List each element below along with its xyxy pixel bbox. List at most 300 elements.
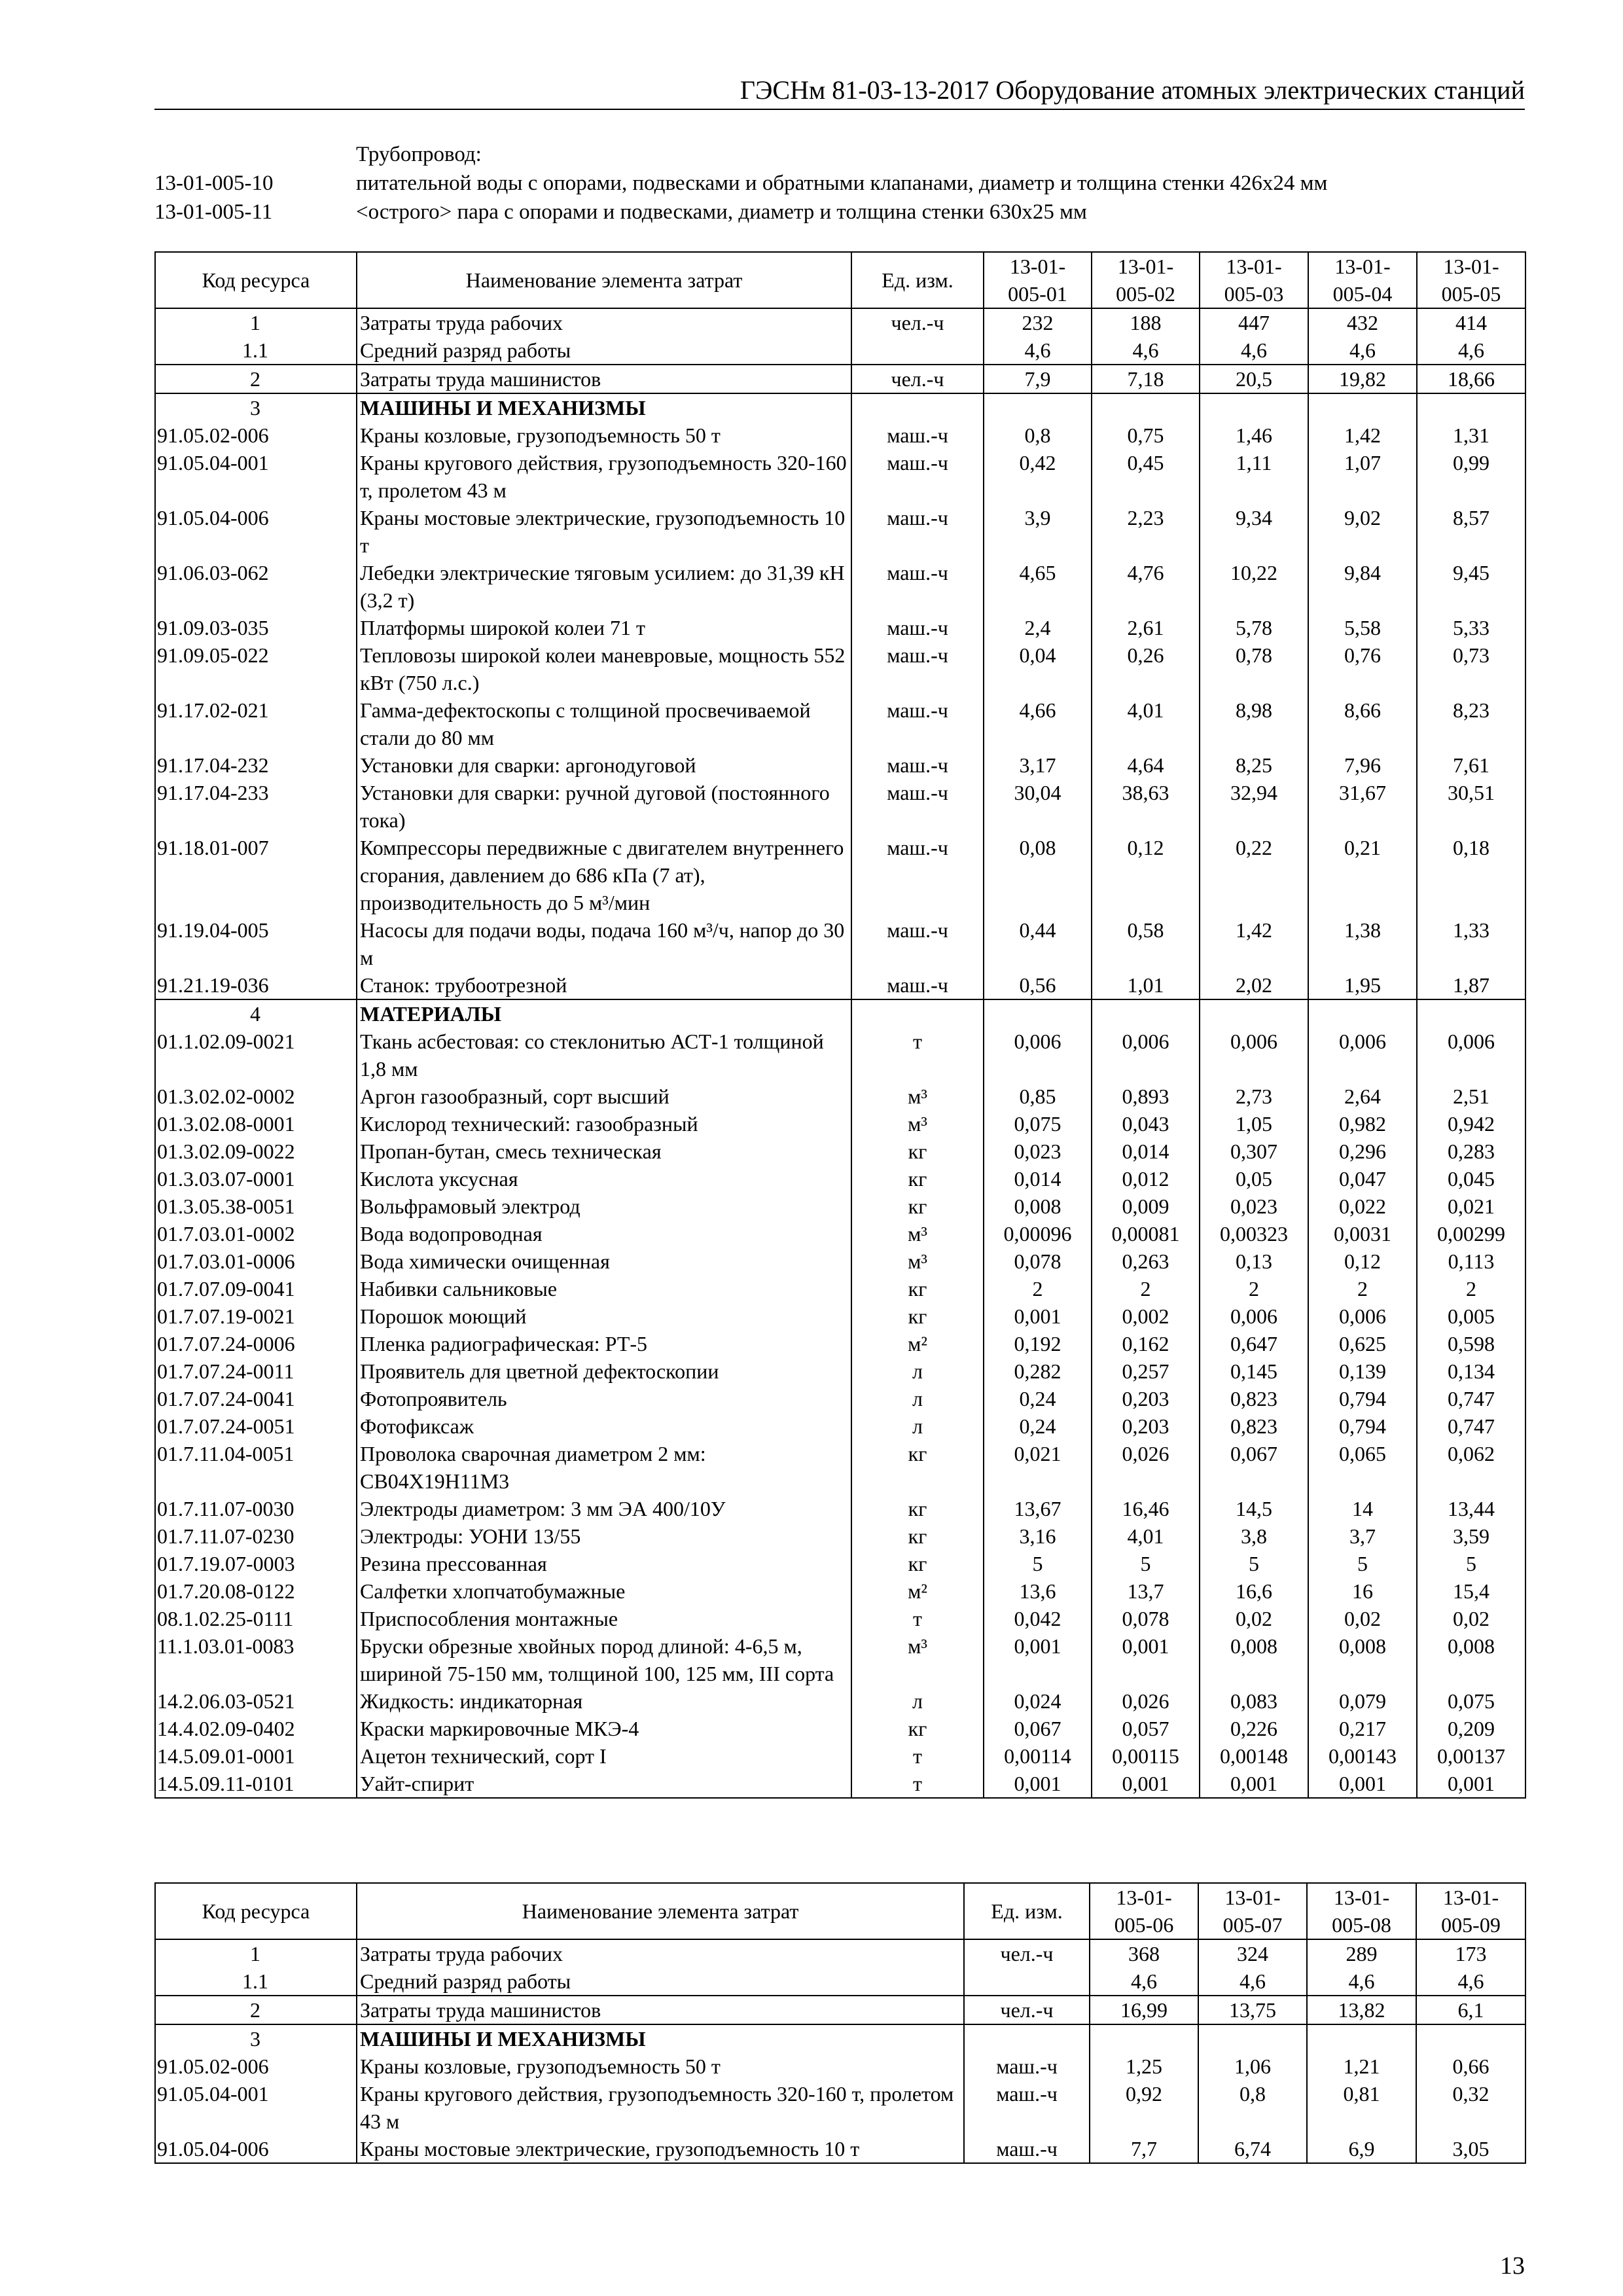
resource-value: 0,001: [984, 1302, 1092, 1330]
resource-value: 0,45: [1092, 449, 1200, 504]
resource-name: Кислота уксусная: [357, 1165, 851, 1193]
resource-value: 9,02: [1308, 504, 1417, 559]
table-row: [155, 1687, 1525, 1715]
intro-item-code: 13-01-005-10: [154, 171, 274, 195]
header-col: 13-01- 005-02: [1092, 252, 1200, 308]
resource-value: 1,06: [1198, 2053, 1307, 2080]
table-row: [155, 1715, 1525, 1742]
resource-code: 14.5.09.01-0001: [155, 1742, 357, 1770]
intro-item: [154, 169, 1525, 198]
resource-code: 91.21.19-036: [155, 971, 357, 999]
header-name: Наименование элемента затрат: [357, 1883, 964, 1939]
resource-value: 0,00143: [1308, 1742, 1417, 1770]
resource-unit: кг: [851, 1440, 984, 1495]
resource-value: 0,13: [1200, 1247, 1308, 1275]
resource-value: 0,162: [1092, 1330, 1200, 1357]
resource-value: 0,44: [984, 916, 1092, 971]
resource-value: 2: [1417, 1275, 1525, 1302]
resource-code: 91.18.01-007: [155, 834, 357, 916]
resource-code: 01.7.07.19-0021: [155, 1302, 357, 1330]
resource-value: 7,18: [1092, 365, 1200, 393]
resource-value: 0,00137: [1417, 1742, 1525, 1770]
resource-name: Приспособления монтажные: [357, 1605, 851, 1632]
resource-code: 01.7.03.01-0006: [155, 1247, 357, 1275]
resource-name: Салфетки хлопчатобумажные: [357, 1577, 851, 1605]
resource-value: 0,78: [1200, 641, 1308, 696]
resource-value: [1200, 999, 1308, 1028]
resource-value: 4,6: [1092, 336, 1200, 365]
resource-value: 6,9: [1307, 2135, 1416, 2163]
table-row: [155, 1357, 1525, 1385]
resource-value: 0,001: [984, 1632, 1092, 1687]
resource-value: 13,75: [1198, 1996, 1307, 2024]
table-row: [155, 614, 1525, 641]
resource-value: 0,747: [1417, 1385, 1525, 1412]
resource-unit: м³: [851, 1083, 984, 1110]
resource-unit: м³: [851, 1110, 984, 1138]
resource-unit: маш.-ч: [851, 559, 984, 614]
resource-value: 0,982: [1308, 1110, 1417, 1138]
resource-value: 8,98: [1200, 696, 1308, 751]
resource-name: Проявитель для цветной дефектоскопии: [357, 1357, 851, 1385]
resource-name: МАШИНЫ И МЕХАНИЗМЫ: [357, 2024, 964, 2053]
resource-value: 4,66: [984, 696, 1092, 751]
resource-value: 2,4: [984, 614, 1092, 641]
table-row: [155, 559, 1525, 614]
header-col: 13-01- 005-04: [1308, 252, 1417, 308]
resource-value: 4,6: [984, 336, 1092, 365]
resource-value: 4,01: [1092, 696, 1200, 751]
resource-value: 0,92: [1090, 2080, 1198, 2135]
resource-value: 1,25: [1090, 2053, 1198, 2080]
resource-value: 0,257: [1092, 1357, 1200, 1385]
resource-value: 0,005: [1417, 1302, 1525, 1330]
resource-value: 0,00323: [1200, 1220, 1308, 1247]
resource-value: 0,078: [984, 1247, 1092, 1275]
resource-value: 0,022: [1308, 1193, 1417, 1220]
resource-name: Электроды диаметром: 3 мм ЭА 400/10У: [357, 1495, 851, 1522]
resource-value: 2: [1308, 1275, 1417, 1302]
resource-code: 01.7.11.07-0230: [155, 1522, 357, 1550]
resource-value: 0,006: [1200, 1028, 1308, 1083]
resource-value: 0,042: [984, 1605, 1092, 1632]
resource-value: 1,38: [1308, 916, 1417, 971]
resource-value: [984, 393, 1092, 422]
resource-value: 0,00081: [1092, 1220, 1200, 1247]
table-header-row: [155, 1883, 1525, 1939]
resource-code: 91.05.04-006: [155, 2135, 357, 2163]
resource-name: Фотофиксаж: [357, 1412, 851, 1440]
header-col: 13-01- 005-01: [984, 252, 1092, 308]
resource-value: 0,747: [1417, 1412, 1525, 1440]
resource-value: 0,00148: [1200, 1742, 1308, 1770]
resource-code: 91.17.02-021: [155, 696, 357, 751]
table-row: [155, 1138, 1525, 1165]
resource-code: 01.7.11.07-0030: [155, 1495, 357, 1522]
resource-unit: т: [851, 1742, 984, 1770]
resource-name: Краны кругового действия, грузоподъемность 320-160 т, пролетом 43 м: [357, 2080, 964, 2135]
resource-value: 0,057: [1092, 1715, 1200, 1742]
resource-value: 30,04: [984, 779, 1092, 834]
resource-code: 91.09.05-022: [155, 641, 357, 696]
resource-value: 1,31: [1417, 422, 1525, 449]
resource-value: 0,024: [984, 1687, 1092, 1715]
resource-value: 8,25: [1200, 751, 1308, 779]
resource-value: 0,192: [984, 1330, 1092, 1357]
resource-unit: маш.-ч: [851, 834, 984, 916]
resource-value: 3,8: [1200, 1522, 1308, 1550]
header-divider: [154, 109, 1525, 110]
resource-value: [1308, 999, 1417, 1028]
resource-value: 3,9: [984, 504, 1092, 559]
resource-unit: маш.-ч: [851, 916, 984, 971]
resource-name: Краски маркировочные МКЭ-4: [357, 1715, 851, 1742]
resource-unit: маш.-ч: [851, 641, 984, 696]
resource-name: МАШИНЫ И МЕХАНИЗМЫ: [357, 393, 851, 422]
resource-code: 2: [155, 1996, 357, 2024]
resource-unit: [851, 999, 984, 1028]
resource-value: 0,282: [984, 1357, 1092, 1385]
resource-value: 4,6: [1198, 1967, 1307, 1996]
resource-value: 0,001: [1200, 1770, 1308, 1798]
resource-name: Вода водопроводная: [357, 1220, 851, 1247]
resource-code: 91.19.04-005: [155, 916, 357, 971]
intro-item-code: 13-01-005-11: [154, 200, 273, 224]
resource-code: 91.05.04-001: [155, 2080, 357, 2135]
resource-value: 5: [1092, 1550, 1200, 1577]
table-row: [155, 422, 1525, 449]
resource-value: 0,014: [984, 1165, 1092, 1193]
resource-value: 14: [1308, 1495, 1417, 1522]
table-row: [155, 1412, 1525, 1440]
resource-name: Лебедки электрические тяговым усилием: до 31,39 кН (3,2 т): [357, 559, 851, 614]
resource-unit: кг: [851, 1193, 984, 1220]
resource-value: 324: [1198, 1939, 1307, 1967]
header-col: 13-01- 005-05: [1417, 252, 1525, 308]
resource-value: 0,00096: [984, 1220, 1092, 1247]
resource-unit: кг: [851, 1302, 984, 1330]
resource-unit: маш.-ч: [851, 751, 984, 779]
resource-value: [1198, 2024, 1307, 2053]
resource-value: 10,22: [1200, 559, 1308, 614]
resource-value: 5: [1308, 1550, 1417, 1577]
resource-table-2: [154, 1882, 1526, 2164]
resource-value: 3,16: [984, 1522, 1092, 1550]
resource-value: 188: [1092, 308, 1200, 336]
header-col: 13-01- 005-09: [1416, 1883, 1525, 1939]
resource-unit: кг: [851, 1550, 984, 1577]
resource-value: 0,079: [1308, 1687, 1417, 1715]
resource-value: 16,99: [1090, 1996, 1198, 2024]
resource-value: [1092, 999, 1200, 1028]
resource-unit: м³: [851, 1220, 984, 1247]
resource-unit: т: [851, 1028, 984, 1083]
resource-value: 432: [1308, 308, 1417, 336]
resource-value: 0,823: [1200, 1385, 1308, 1412]
resource-value: 0,8: [1198, 2080, 1307, 2135]
resource-value: 2,73: [1200, 1083, 1308, 1110]
resource-value: 4,65: [984, 559, 1092, 614]
resource-code: 1.1: [155, 336, 357, 365]
table-row: [155, 365, 1525, 393]
resource-unit: кг: [851, 1522, 984, 1550]
intro-heading-row: [154, 140, 1525, 169]
intro-heading: Трубопровод:: [356, 143, 482, 166]
resource-code: 01.3.02.08-0001: [155, 1110, 357, 1138]
resource-unit: м³: [851, 1247, 984, 1275]
resource-code: 01.3.02.02-0002: [155, 1083, 357, 1110]
resource-value: 4,6: [1308, 336, 1417, 365]
resource-value: 1,05: [1200, 1110, 1308, 1138]
resource-value: 447: [1200, 308, 1308, 336]
resource-unit: л: [851, 1412, 984, 1440]
table-row: [155, 1939, 1525, 1967]
resource-name: Ткань асбестовая: со стеклонитью АСТ-1 толщиной 1,8 мм: [357, 1028, 851, 1083]
resource-value: 0,008: [984, 1193, 1092, 1220]
resource-value: 0,203: [1092, 1412, 1200, 1440]
header-code: Код ресурса: [155, 252, 357, 308]
header-col: 13-01- 005-03: [1200, 252, 1308, 308]
resource-value: 4,01: [1092, 1522, 1200, 1550]
resource-name: Бруски обрезные хвойных пород длиной: 4-6,5 м, шириной 75-150 мм, толщиной 100, 125 мм, III сорта: [357, 1632, 851, 1687]
resource-name: Кислород технический: газообразный: [357, 1110, 851, 1138]
resource-value: 0,32: [1416, 2080, 1525, 2135]
resource-code: 91.05.04-006: [155, 504, 357, 559]
resource-value: 6,74: [1198, 2135, 1307, 2163]
resource-value: 9,34: [1200, 504, 1308, 559]
intro-block: [154, 140, 1525, 226]
table-row: [155, 1495, 1525, 1522]
resource-unit: кг: [851, 1165, 984, 1193]
resource-value: 15,4: [1417, 1577, 1525, 1605]
resource-value: 2: [1092, 1275, 1200, 1302]
resource-code: 01.7.07.09-0041: [155, 1275, 357, 1302]
table-row: [155, 2135, 1525, 2163]
resource-value: 0,08: [984, 834, 1092, 916]
resource-value: 4,6: [1307, 1967, 1416, 1996]
resource-value: 0,078: [1092, 1605, 1200, 1632]
resource-value: 0,134: [1417, 1357, 1525, 1385]
resource-code: 91.05.02-006: [155, 2053, 357, 2080]
resource-value: 0,05: [1200, 1165, 1308, 1193]
section-row: [155, 2024, 1525, 2053]
resource-code: 91.06.03-062: [155, 559, 357, 614]
resource-value: 3,59: [1417, 1522, 1525, 1550]
resource-value: 4,6: [1416, 1967, 1525, 1996]
resource-value: 0,42: [984, 449, 1092, 504]
resource-unit: кг: [851, 1275, 984, 1302]
resource-code: 14.2.06.03-0521: [155, 1687, 357, 1715]
resource-value: 7,7: [1090, 2135, 1198, 2163]
resource-code: 91.05.02-006: [155, 422, 357, 449]
resource-name: Пропан-бутан, смесь техническая: [357, 1138, 851, 1165]
resource-code: 91.09.03-035: [155, 614, 357, 641]
table-row: [155, 1028, 1525, 1083]
table-row: [155, 1110, 1525, 1138]
resource-value: 5: [984, 1550, 1092, 1577]
resource-value: [984, 999, 1092, 1028]
resource-value: 0,56: [984, 971, 1092, 999]
resource-name: Затраты труда машинистов: [357, 365, 851, 393]
resource-value: 0,067: [1200, 1440, 1308, 1495]
resource-name: Набивки сальниковые: [357, 1275, 851, 1302]
section-row: [155, 393, 1525, 422]
resource-value: 20,5: [1200, 365, 1308, 393]
resource-unit: чел.-ч: [964, 1996, 1090, 2024]
resource-unit: м²: [851, 1330, 984, 1357]
resource-value: 0,58: [1092, 916, 1200, 971]
resource-value: 0,021: [984, 1440, 1092, 1495]
resource-value: 289: [1307, 1939, 1416, 1967]
resource-value: [1200, 393, 1308, 422]
resource-value: 4,6: [1200, 336, 1308, 365]
resource-code: 01.7.11.04-0051: [155, 1440, 357, 1495]
resource-value: 0,001: [1092, 1632, 1200, 1687]
resource-value: 0,075: [984, 1110, 1092, 1138]
resource-value: 2: [1200, 1275, 1308, 1302]
table-row: [155, 641, 1525, 696]
resource-name: Средний разряд работы: [357, 336, 851, 365]
resource-value: 5: [1200, 1550, 1308, 1577]
resource-value: 0,008: [1200, 1632, 1308, 1687]
resource-unit: м²: [851, 1577, 984, 1605]
resource-value: [1416, 2024, 1525, 2053]
resource-name: Краны козловые, грузоподъемность 50 т: [357, 2053, 964, 2080]
resource-value: [1092, 393, 1200, 422]
resource-value: 0,083: [1200, 1687, 1308, 1715]
resource-unit: маш.-ч: [851, 696, 984, 751]
intro-item-text: питательной воды с опорами, подвесками и обратными клапанами, диаметр и толщина стенки 426х24 мм: [356, 171, 1328, 195]
resource-code: 01.3.03.07-0001: [155, 1165, 357, 1193]
resource-value: 0,023: [1200, 1193, 1308, 1220]
resource-value: 8,66: [1308, 696, 1417, 751]
resource-name: Затраты труда рабочих: [357, 1939, 964, 1967]
table-row: [155, 1302, 1525, 1330]
resource-name: Насосы для подачи воды, подача 160 м³/ч, напор до 30 м: [357, 916, 851, 971]
table-row: [155, 1330, 1525, 1357]
table-row: [155, 336, 1525, 365]
resource-code: 14.4.02.09-0402: [155, 1715, 357, 1742]
resource-value: 3,17: [984, 751, 1092, 779]
resource-value: 1,95: [1308, 971, 1417, 999]
resource-value: 0,00299: [1417, 1220, 1525, 1247]
resource-value: 0,647: [1200, 1330, 1308, 1357]
resource-value: [1417, 999, 1525, 1028]
resource-unit: л: [851, 1385, 984, 1412]
resource-value: 8,57: [1417, 504, 1525, 559]
resource-value: 0,02: [1417, 1605, 1525, 1632]
resource-value: 1,01: [1092, 971, 1200, 999]
resource-value: 0,006: [1308, 1302, 1417, 1330]
resource-value: 5: [1417, 1550, 1525, 1577]
intro-item: [154, 198, 1525, 226]
resource-value: 0,001: [1417, 1770, 1525, 1798]
resource-value: 7,61: [1417, 751, 1525, 779]
resource-value: 1,42: [1308, 422, 1417, 449]
resource-value: 0,02: [1308, 1605, 1417, 1632]
resource-value: 0,307: [1200, 1138, 1308, 1165]
resource-value: 0,067: [984, 1715, 1092, 1742]
resource-value: 0,625: [1308, 1330, 1417, 1357]
resource-value: 9,84: [1308, 559, 1417, 614]
resource-value: 173: [1416, 1939, 1525, 1967]
resource-code: 01.3.02.09-0022: [155, 1138, 357, 1165]
resource-value: 0,203: [1092, 1385, 1200, 1412]
resource-value: 0,026: [1092, 1687, 1200, 1715]
resource-name: Краны мостовые электрические, грузоподъемность 10 т: [357, 2135, 964, 2163]
intro-item-text: <острого> пара с опорами и подвесками, диаметр и толщина стенки 630х25 мм: [356, 200, 1087, 224]
resource-value: 0,24: [984, 1385, 1092, 1412]
resource-value: 13,6: [984, 1577, 1092, 1605]
resource-code: 01.7.20.08-0122: [155, 1577, 357, 1605]
resource-code: 1: [155, 1939, 357, 1967]
resource-value: 0,006: [1200, 1302, 1308, 1330]
resource-value: 0,26: [1092, 641, 1200, 696]
resource-value: 0,598: [1417, 1330, 1525, 1357]
resource-name: Установки для сварки: ручной дуговой (постоянного тока): [357, 779, 851, 834]
table-row: [155, 1385, 1525, 1412]
resource-value: 0,001: [1308, 1770, 1417, 1798]
resource-name: Уайт-спирит: [357, 1770, 851, 1798]
resource-name: Ацетон технический, сорт I: [357, 1742, 851, 1770]
resource-value: 0,263: [1092, 1247, 1200, 1275]
resource-value: 8,23: [1417, 696, 1525, 751]
resource-value: 0,006: [1417, 1028, 1525, 1083]
resource-value: 19,82: [1308, 365, 1417, 393]
resource-value: 4,64: [1092, 751, 1200, 779]
resource-value: 1,21: [1307, 2053, 1416, 2080]
resource-value: 0,24: [984, 1412, 1092, 1440]
resource-name: Затраты труда рабочих: [357, 308, 851, 336]
resource-code: 91.05.04-001: [155, 449, 357, 504]
resource-value: 0,00115: [1092, 1742, 1200, 1770]
resource-value: 4,76: [1092, 559, 1200, 614]
table-row: [155, 1770, 1525, 1798]
resource-value: 0,226: [1200, 1715, 1308, 1742]
resource-unit: л: [851, 1357, 984, 1385]
resource-value: [1308, 393, 1417, 422]
resource-code: 91.17.04-232: [155, 751, 357, 779]
resource-value: 13,82: [1307, 1996, 1416, 2024]
resource-value: 0,22: [1200, 834, 1308, 916]
resource-unit: маш.-ч: [964, 2135, 1090, 2163]
table-row: [155, 1165, 1525, 1193]
resource-value: 368: [1090, 1939, 1198, 1967]
table-row: [155, 1193, 1525, 1220]
resource-value: 0,85: [984, 1083, 1092, 1110]
resource-unit: маш.-ч: [851, 422, 984, 449]
resource-code: 01.1.02.09-0021: [155, 1028, 357, 1083]
header-unit: Ед. изм.: [851, 252, 984, 308]
resource-code: 01.3.05.38-0051: [155, 1193, 357, 1220]
resource-unit: [964, 1967, 1090, 1996]
resource-name: Вольфрамовый электрод: [357, 1193, 851, 1220]
resource-unit: маш.-ч: [964, 2080, 1090, 2135]
resource-value: 1,87: [1417, 971, 1525, 999]
resource-value: 0,008: [1308, 1632, 1417, 1687]
resource-code: 01.7.03.01-0002: [155, 1220, 357, 1247]
resource-value: 1,07: [1308, 449, 1417, 504]
resource-table-1: [154, 251, 1526, 1799]
resource-value: 3,7: [1308, 1522, 1417, 1550]
resource-unit: чел.-ч: [851, 308, 984, 336]
resource-value: 0,794: [1308, 1385, 1417, 1412]
table-row: [155, 779, 1525, 834]
resource-value: 0,012: [1092, 1165, 1200, 1193]
resource-value: 0,794: [1308, 1412, 1417, 1440]
resource-code: 11.1.03.01-0083: [155, 1632, 357, 1687]
resource-value: 0,026: [1092, 1440, 1200, 1495]
